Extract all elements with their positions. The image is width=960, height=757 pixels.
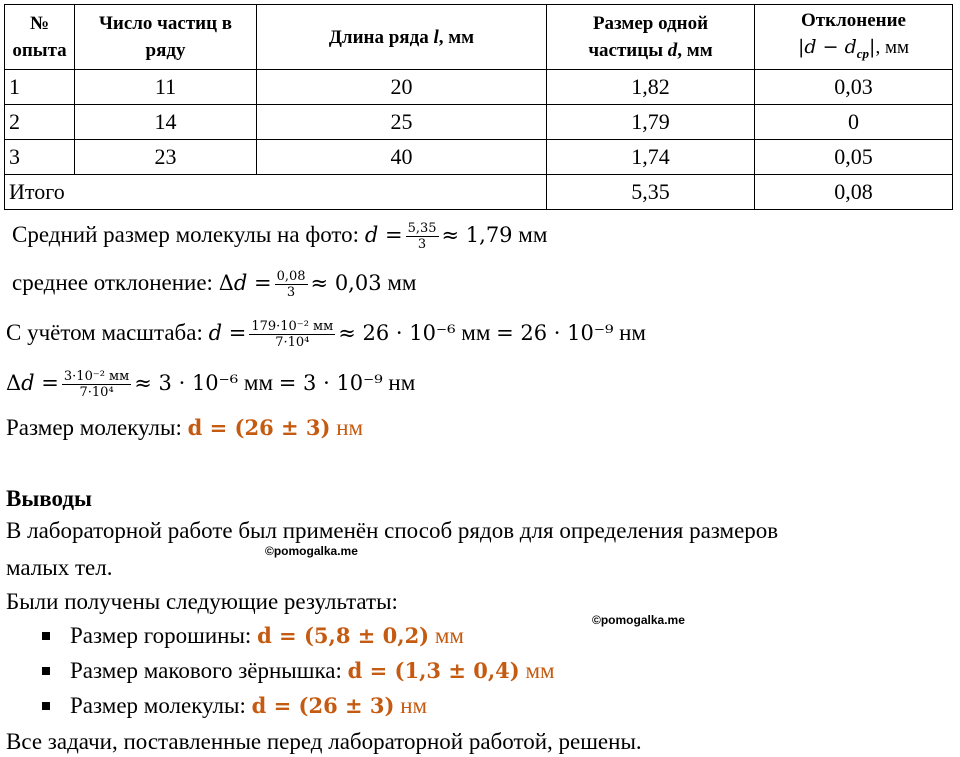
final-statement: Все задачи, поставленные перед лабораторной работой, решены.	[6, 729, 642, 754]
header-deviation: Отклонение $|d - d_{ср}|$, мм	[755, 5, 953, 70]
results-intro: Были получены следующие результаты:	[6, 589, 398, 614]
cell-length: 25	[257, 105, 547, 140]
watermark: ©pomogalka.me	[592, 613, 685, 627]
results-table	[4, 4, 953, 210]
average-size-line: Средний размер молекулы на фото: d = $\frac{5,35}{3}$ ≈ 1,79 мм	[12, 221, 548, 253]
cell-deviation: 0,03	[755, 70, 953, 105]
cell-total-label: Итого	[5, 175, 547, 210]
conclusions-heading: Выводы	[6, 486, 92, 511]
cell-total-size: 5,35	[547, 175, 755, 210]
scale-fraction: $\frac{\text{179·10⁻² мм}}{\text{7·10⁴}}$	[251, 319, 334, 351]
watermark: ©pomogalka.me	[265, 544, 358, 558]
average-deviation-line: среднее отклонение: Δd = $\frac{0,08}{3}$ ≈ 0,03 мм	[12, 269, 417, 301]
header-particle-count: Число частиц в ряду	[75, 5, 257, 70]
header-particle-size: Размер одной частицы d, мм	[547, 5, 755, 70]
delta-line: Δd = $\frac{\text{3·10⁻² мм}}{\text{7·10⁴}}$ ≈ 3 · 10⁻⁶ мм = 3 · 10⁻⁹ нм	[6, 369, 416, 401]
bullet-icon	[42, 667, 50, 675]
cell-length: 20	[257, 70, 547, 105]
cell-total-deviation: 0,08	[755, 175, 953, 210]
cell-deviation: 0	[755, 105, 953, 140]
cell-count: 14	[75, 105, 257, 140]
conclusion-paragraph-line-1: В лабораторной работе был применён способ рядов для определения размеров	[6, 518, 779, 543]
header-row-length: Длина ряда l, мм	[257, 5, 547, 70]
molecule-size-line: Размер молекулы: d = (26 ± 3) нм	[6, 415, 364, 440]
average-fraction: $\frac{5,35}{3}$	[407, 221, 437, 253]
bullet-icon	[42, 702, 50, 710]
table-header-row	[5, 5, 953, 70]
header-experiment-number: № опыта	[5, 5, 75, 70]
scale-line: С учётом масштаба: d = $\frac{\text{179·10⁻² мм}}{\text{7·10⁴}}$ ≈ 26 · 10⁻⁶ мм = 26 · 10⁻⁹ нм	[6, 319, 646, 351]
table-total-row	[5, 175, 953, 210]
cell-count: 23	[75, 140, 257, 175]
deviation-fraction: $\frac{0,08}{3}$	[276, 269, 306, 301]
cell-deviation: 0,05	[755, 140, 953, 175]
delta-fraction: $\frac{\text{3·10⁻² мм}}{\text{7·10⁴}}$	[63, 369, 130, 401]
list-item: Размер молекулы: d = (26 ± 3) нм	[0, 691, 427, 721]
cell-number: 3	[5, 140, 75, 175]
bullet-icon	[42, 632, 50, 640]
cell-number: 2	[5, 105, 75, 140]
list-item: Размер горошины: d = (5,8 ± 0,2) мм	[0, 621, 464, 651]
cell-length: 40	[257, 140, 547, 175]
cell-size: 1,82	[547, 70, 755, 105]
table-row	[5, 70, 953, 105]
table-row	[5, 105, 953, 140]
conclusion-paragraph-line-2: малых тел.	[6, 555, 113, 580]
cell-count: 11	[75, 70, 257, 105]
cell-size: 1,79	[547, 105, 755, 140]
cell-size: 1,74	[547, 140, 755, 175]
list-item: Размер макового зёрнышка: d = (1,3 ± 0,4) мм	[0, 656, 555, 686]
table-row	[5, 140, 953, 175]
cell-number: 1	[5, 70, 75, 105]
molecule-size-value: d = (26 ± 3)	[187, 415, 331, 440]
